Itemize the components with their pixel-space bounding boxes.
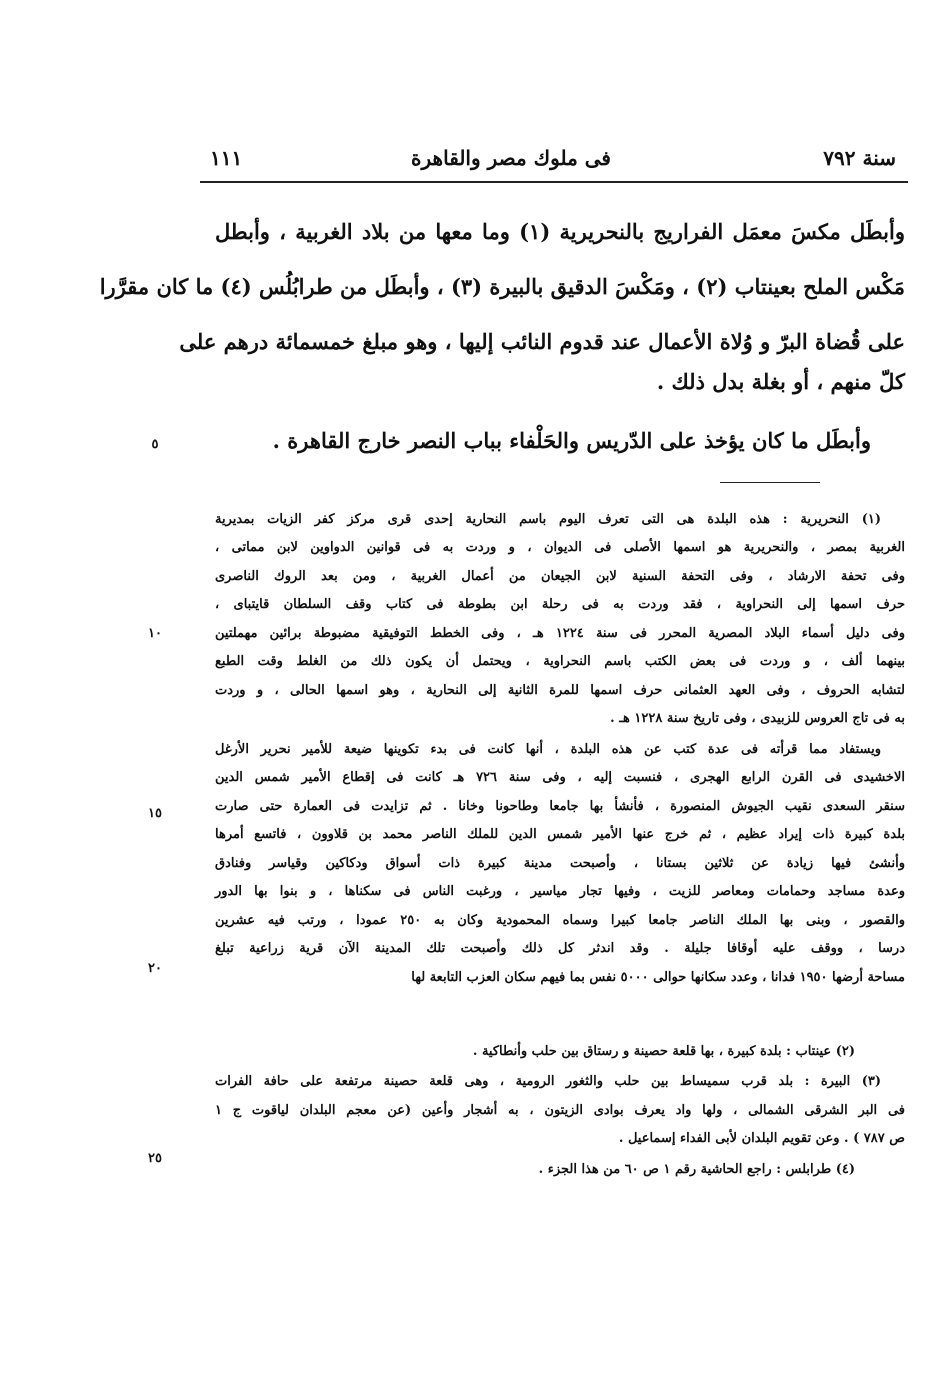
footnote-line: وفى دليل أسماء البلاد المصرية المحرر فى سنة ١٢٢٤ هـ ، وفى الخطط التوفيقية مضبوطة برائين مهملتين [215, 626, 905, 641]
footnote-line: وعدة مساجد وحمامات ومعاصر للزيت ، وفيها تجار مياسير ، ورغبت الناس فى سكناها ، و بنوا بها الدور [215, 884, 905, 899]
main-line: كلّ منهم ، أو بغلة بدل ذلك . [656, 369, 905, 394]
main-line: على قُضاة البرّ و وُلاة الأعمال عند قدوم النائب إليها ، وهو مبلغ خمسمائة درهم على [179, 329, 905, 354]
line-number: ٢٥ [148, 1151, 162, 1166]
footnote-line: به فى تاج العروس للزبيدى ، وفى تاريخ سنة ١٢٢٨ هـ . [610, 711, 905, 726]
footnote-line: (٣) البيرة : بلد قرب سميساط بين حلب والثغور الرومية ، وهى قلعة حصينة مرتفعة على حافة الفرات [215, 1074, 881, 1089]
main-line: وأبطَل مكسَ معمَل الفراريج بالنحريرية (١) وما معها من بلاد الغربية ، وأبطل [215, 219, 905, 244]
footnote-line: وأنشئ فيها زيادة عن ثلاثين بستانا ، وأصبحت مدينة كبيرة ذات أسواق ودكاكين وقياسر وفنادق [215, 856, 905, 871]
header-title: فى ملوك مصر والقاهرة [411, 146, 611, 170]
line-number: ٥ [151, 437, 159, 452]
line-number: ١٠ [148, 626, 162, 641]
footnote-line: (١) النحريرية : هذه البلدة هى التى تعرف اليوم باسم النحارية إحدى قرى مركز كفر الزيات بمديرية [215, 512, 881, 527]
footnote-line: (٤) طرابلس : راجع الحاشية رقم ١ ص ٦٠ من هذا الجزء . [538, 1162, 855, 1177]
main-line: وأبطَل ما كان يؤخذ على الدّريس والحَلْفاء بباب النصر خارج القاهرة . [272, 428, 871, 453]
footnote-line: الاخشيدى فى القرن الرابع الهجرى ، فنسبت إليه ، وفى سنة ٧٢٦ هـ كانت فى إقطاع الأمير شمس الدين [215, 770, 905, 785]
footnote-line: (٢) عينتاب : بلدة كبيرة ، بها قلعة حصينة و رستاق بين حلب وأنطاكية . [472, 1044, 855, 1059]
header-rule [200, 181, 908, 183]
main-line: مَكْس الملح بعينتاب (٢) ، ومَكْسَ الدقيق بالبيرة (٣) ، وأبطَل من طرابُلُس (٤) ما كان مقرَّرا [99, 274, 905, 299]
footnote-line: الغربية بمصر ، والنحريرية هو اسمها الأصلى فى الديوان ، و وردت به فى قوانين الدواوين لابن مماتى ، [215, 540, 905, 555]
page-number: ١١١ [210, 146, 243, 170]
footnote-separator [720, 482, 820, 483]
footnote-line: مساحة أرضها ١٩٥٠ فدانا ، وعدد سكانها حوالى ٥٠٠٠ نفس بما فيهم سكان العزب التابعة لها [411, 970, 905, 985]
footnote-line: ص ٧٨٧ ) . وعن تقويم البلدان لأبى الفداء إسماعيل . [618, 1131, 905, 1146]
footnote-line: سنقر السعدى نقيب الجيوش المنصورة ، فأنشأ بها جامعا وطاحونا وخانا . ثم تزايدت فى العمارة حتى صارت [215, 799, 905, 814]
line-number: ١٥ [148, 806, 162, 821]
footnote-line: بلدة كبيرة ذات إيراد عظيم ، ثم خرج عنها الأمير شمس الدين للملك الناصر محمد بن قلاوون ، فاتسع أمرها [215, 827, 905, 842]
footnote-line: حرف اسمها إلى النحراوية ، فقد وردت به فى رحلة ابن بطوطة فى كتاب وقف السلطان قايتباى ، [215, 597, 905, 612]
footnote-line: ويستفاد مما قرأته فى عدة كتب عن هذه البلدة ، أنها كانت فى بدء تكوينها ضيعة للأمير نحرير الأرغل [215, 742, 881, 757]
footnote-line: درسا ، ووقف عليه أوقافا جليلة . وقد اندثر كل ذلك وأصبحت تلك المدينة الآن قرية زراعية تبلغ [215, 941, 905, 956]
header-year: سنة ٧٩٢ [823, 146, 896, 170]
footnote-line: والقصور ، وبنى بها الملك الناصر جامعا كبيرا وسماه المحمودية وكان به ٢٥٠ عمودا ، ورتب فيه عشرين [215, 913, 905, 928]
line-number: ٢٠ [148, 961, 162, 976]
footnote-line: فى البر الشرقى الشمالى ، ولها واد يعرف بوادى الزيتون ، به أشجار وأعين (عن معجم البلدان لياقوت ج ١ [215, 1103, 905, 1118]
footnote-line: وفى تحفة الارشاد ، وفى التحفة السنية لابن الجيعان من أعمال الغربية ، ومن بعد الروك الناصرى [215, 569, 905, 584]
footnote-line: لتشابه الحروف ، وفى العهد العثمانى حرف اسمها للمرة الثانية إلى النحارية ، وهو اسمها الحالى ، و وردت [215, 683, 905, 698]
footnote-line: بينهما ألف ، و وردت فى بعض الكتب باسم النحراوية ، ويحتمل أن يكون ذلك من الغلط وقت الطبع [215, 654, 905, 669]
